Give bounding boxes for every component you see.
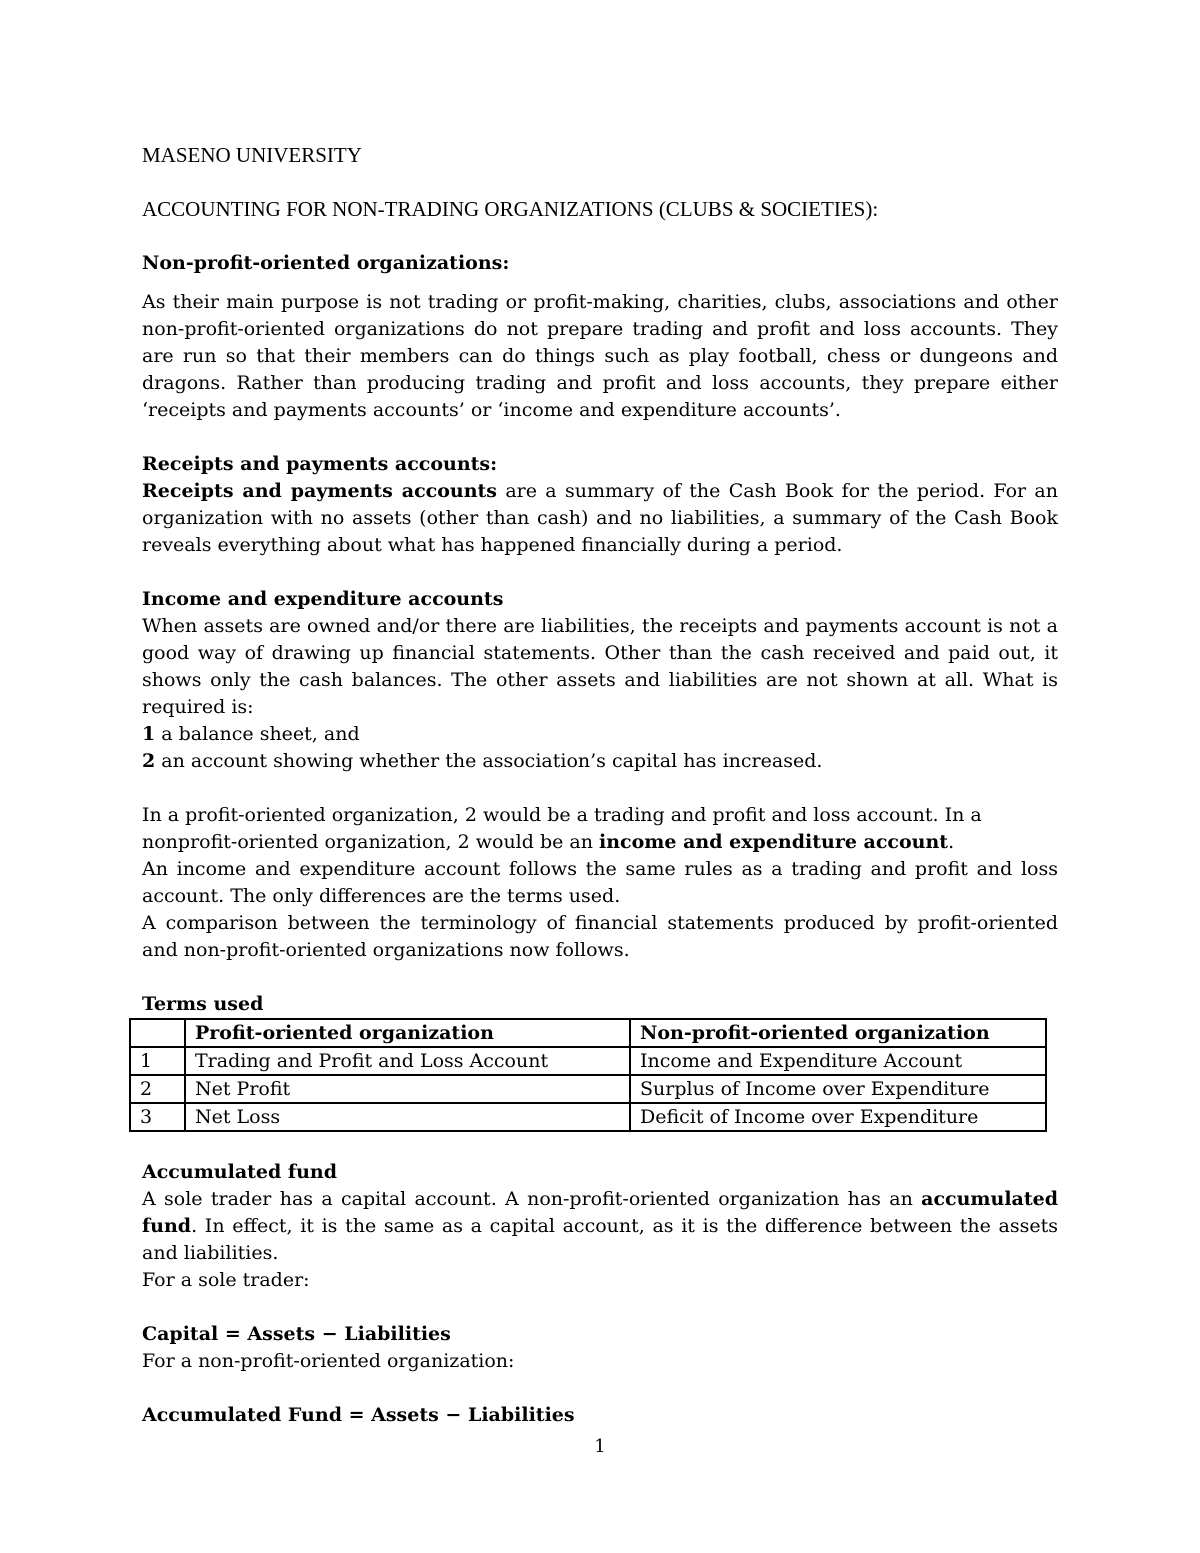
income-para-3: An income and expenditure account follows the same rules as a trading and profit and loss account. The only differences are the terms used. bbox=[142, 858, 1058, 907]
list-item-1-text: a balance sheet, and bbox=[155, 723, 360, 745]
table-cell: 1 bbox=[130, 1047, 185, 1075]
income-heading: Income and expenditure accounts bbox=[142, 588, 504, 610]
receipts-body bbox=[142, 478, 1058, 559]
table-cell: Deficit of Income over Expenditure bbox=[630, 1103, 1046, 1131]
accumulated-body-post: . In effect, it is the same as a capital account, as it is the difference between the assets and liabilities. bbox=[142, 1215, 1058, 1264]
table-row bbox=[130, 1103, 1046, 1131]
income-body: When assets are owned and/or there are liabilities, the receipts and payments account is not a good way of drawing up financial statements. Other than the cash received and paid out, it shows only the cash balances. The other assets and liabilities are not shown at all. What is required is: bbox=[142, 615, 1058, 718]
page-number: 1 bbox=[594, 1436, 606, 1457]
income-para-4: A comparison between the terminology of financial statements produced by profit-oriented and non-profit-oriented organizations now follows. bbox=[142, 912, 1058, 961]
accumulated-body bbox=[142, 1186, 1058, 1267]
terms-table bbox=[129, 1018, 1047, 1132]
terms-heading: Terms used bbox=[142, 993, 264, 1015]
table-row bbox=[130, 1047, 1046, 1075]
table-cell: Income and Expenditure Account bbox=[630, 1047, 1046, 1075]
table-cell: 2 bbox=[130, 1075, 185, 1103]
accumulated-body-bold: accumulated fund bbox=[142, 1188, 1058, 1237]
list-item-1-number: 1 bbox=[142, 723, 156, 745]
accumulated-body-pre: A sole trader has a capital account. A non-profit-oriented organization has an bbox=[142, 1188, 922, 1210]
table-row bbox=[130, 1075, 1046, 1103]
income-para-2 bbox=[142, 802, 1058, 856]
table-header-cell bbox=[130, 1019, 185, 1047]
list-item-1 bbox=[142, 721, 1058, 748]
document-page bbox=[142, 142, 1058, 1429]
course-title: ACCOUNTING FOR NON-TRADING ORGANIZATIONS (CLUBS & SOCIETIES): bbox=[142, 197, 879, 221]
income-para-2-bold: income and expenditure account bbox=[599, 831, 949, 853]
table-cell: Trading and Profit and Loss Account bbox=[185, 1047, 630, 1075]
university-title: MASENO UNIVERSITY bbox=[142, 143, 362, 167]
income-para-2-post: . bbox=[948, 831, 955, 853]
receipts-lead: Receipts and payments accounts bbox=[142, 480, 497, 502]
table-cell: 3 bbox=[130, 1103, 185, 1131]
table-header-row bbox=[130, 1019, 1046, 1047]
nonprofit-body: As their main purpose is not trading or profit-making, charities, clubs, associations and other non-profit-oriented organizations do not prepare trading and profit and loss accounts. They are run so that their members can do things such as play football, chess or dungeons and dragons. Rather than producing trading and profit and loss accounts, they prepare either ‘receipts and payments accounts’ or ‘income and expenditure accounts’. bbox=[142, 291, 1058, 421]
receipts-heading: Receipts and payments accounts: bbox=[142, 453, 498, 475]
table-header-cell: Profit-oriented organization bbox=[185, 1019, 630, 1047]
table-cell: Net Profit bbox=[185, 1075, 630, 1103]
accumulated-heading: Accumulated fund bbox=[142, 1161, 337, 1183]
list-item-2-number: 2 bbox=[142, 750, 156, 772]
capital-formula: Capital = Assets − Liabilities bbox=[142, 1323, 451, 1345]
nonprofit-label: For a non-profit-oriented organization: bbox=[142, 1350, 515, 1372]
list-item-2 bbox=[142, 748, 1058, 775]
list-item-2-text: an account showing whether the association’s capital has increased. bbox=[155, 750, 823, 772]
table-cell: Net Loss bbox=[185, 1103, 630, 1131]
receipts-text: are a summary of the Cash Book for the period. For an organization with no assets (other than cash) and no liabilities, a summary of the Cash Book reveals everything about what has happened financially during a period. bbox=[142, 480, 1058, 556]
income-para-2-pre: In a profit-oriented organization, 2 would be a trading and profit and loss account. In a nonprofit-oriented organization, 2 would be an bbox=[142, 804, 982, 853]
sole-trader-label: For a sole trader: bbox=[142, 1269, 310, 1291]
table-header-cell: Non-profit-oriented organization bbox=[630, 1019, 1046, 1047]
table-cell: Surplus of Income over Expenditure bbox=[630, 1075, 1046, 1103]
accumulated-fund-formula: Accumulated Fund = Assets − Liabilities bbox=[142, 1404, 575, 1426]
nonprofit-heading: Non-profit-oriented organizations: bbox=[142, 252, 510, 274]
